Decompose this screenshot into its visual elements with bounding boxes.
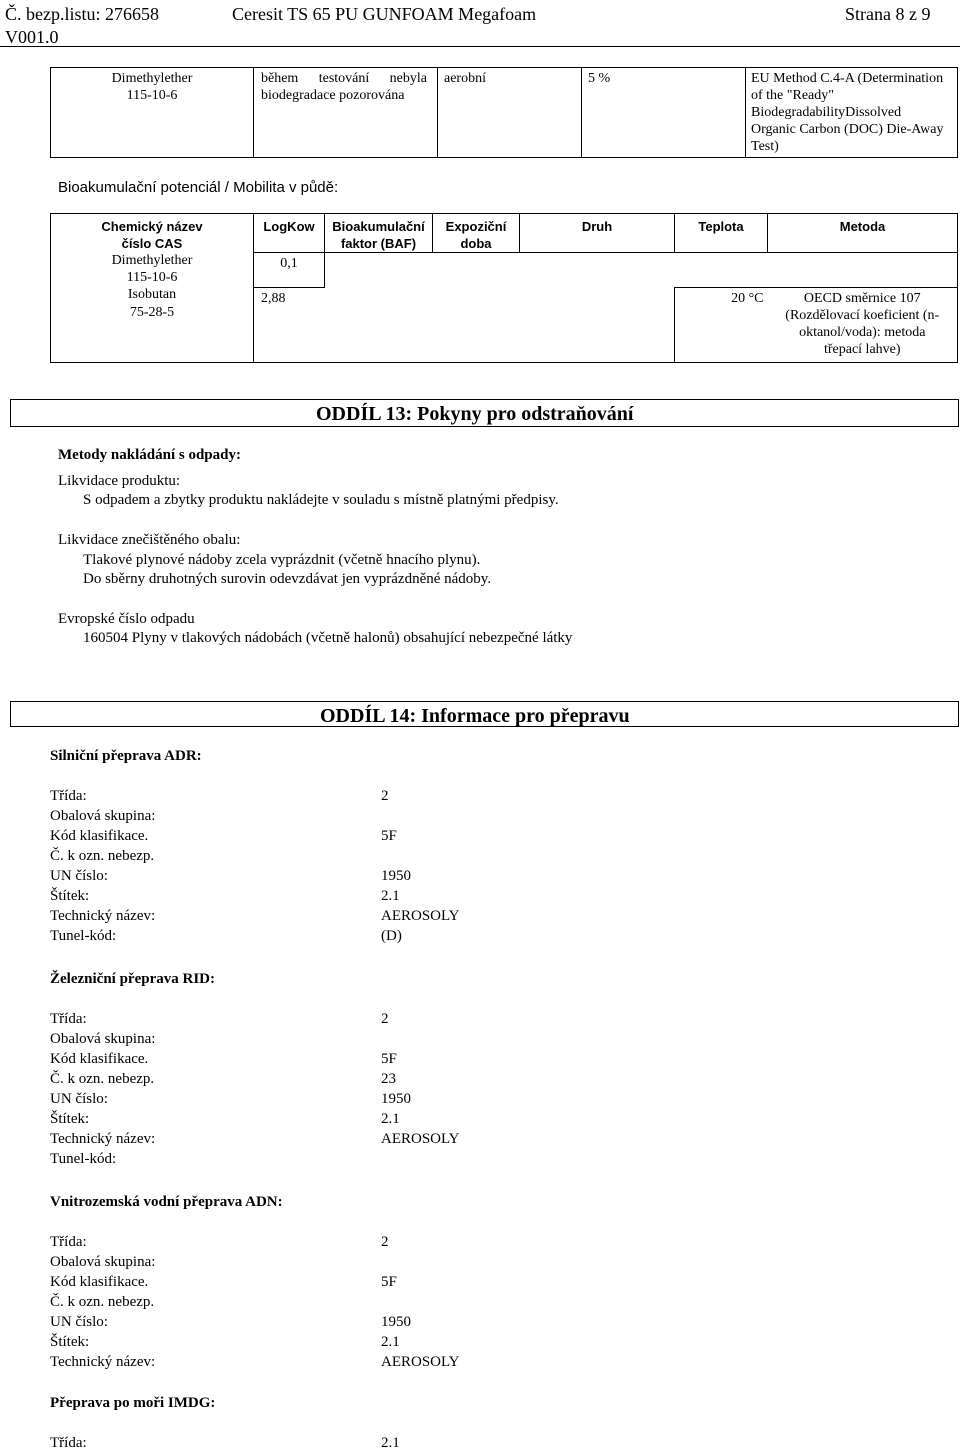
transport-label: Č. k ozn. nebezp. — [50, 1071, 155, 1087]
transport-label: Obalová skupina: — [50, 1254, 156, 1270]
transport-value: 1950 — [381, 1091, 411, 1107]
table-row — [51, 214, 958, 253]
header-cas: číslo CAS — [121, 236, 183, 251]
transport-label: Obalová skupina: — [50, 1031, 156, 1047]
transport-label: Technický název: — [50, 908, 156, 924]
result-text: během testování nebyla biodegradace pozorována — [261, 71, 427, 103]
method-line: OECD směrnice 107 — [803, 291, 921, 306]
transport-label: Tunel-kód: — [50, 928, 117, 944]
substance-name: Dimethylether — [111, 71, 193, 86]
transport-value: 2 — [381, 1234, 389, 1250]
method-line: of the "Ready" — [751, 88, 834, 103]
transport-label: Štítek: — [50, 888, 90, 904]
packaging-disposal-line2: Do sběrny druhotných surovin odevzdávat jen vyprázdněné nádoby. — [83, 571, 492, 587]
transport-value: 1950 — [381, 1314, 411, 1330]
transport-value: AEROSOLY — [381, 1131, 460, 1147]
method-line: třepací lahve) — [823, 342, 901, 357]
transport-label: Kód klasifikace. — [50, 828, 149, 844]
method-line: BiodegradabilityDissolved — [751, 105, 902, 120]
transport-heading: Vnitrozemská vodní přeprava ADN: — [50, 1194, 283, 1210]
header-divider — [0, 46, 960, 47]
method-line: Test) — [751, 139, 779, 154]
row2-metoda-cell — [768, 288, 958, 363]
value-cell — [582, 68, 746, 158]
row2-teplota-cell — [675, 288, 768, 363]
transport-value: 23 — [381, 1071, 396, 1087]
names-cell — [51, 214, 254, 363]
row1-name: Dimethylether — [111, 253, 193, 268]
header-metoda: Metoda — [839, 219, 886, 234]
method-cell — [746, 68, 958, 158]
header-druh-cell — [520, 214, 675, 253]
product-disposal-text: S odpadem a zbytky produktu nakládejte v souladu s místně platnými předpisy. — [83, 492, 559, 508]
row1-empty — [325, 253, 958, 288]
packaging-disposal-line1: Tlakové plynové nádoby zcela vyprázdnit (včetně hnacího plynu). — [83, 552, 481, 568]
transport-label: Kód klasifikace. — [50, 1051, 149, 1067]
method-line: oktanol/voda): metoda — [799, 325, 926, 340]
transport-label: Technický název: — [50, 1131, 156, 1147]
row1-logkow-cell — [254, 253, 325, 288]
transport-heading: Železniční přeprava RID: — [50, 971, 215, 987]
transport-label: Třída: — [50, 788, 87, 804]
degradation-table — [50, 67, 958, 158]
header-exposure-cell — [433, 214, 520, 253]
bioaccum-table — [50, 213, 958, 363]
header-metoda-cell — [768, 214, 958, 253]
transport-value: 2.1 — [381, 1334, 400, 1350]
transport-value: AEROSOLY — [381, 908, 460, 924]
header-logkow-cell — [254, 214, 325, 253]
transport-value: 5F — [381, 828, 397, 844]
transport-value: 5F — [381, 1274, 397, 1290]
transport-label: Třída: — [50, 1435, 87, 1451]
page-number: Strana 8 z 9 — [845, 4, 931, 24]
header-teplota: Teplota — [698, 219, 744, 234]
section14-title: ODDÍL 14: Informace pro přepravu — [320, 705, 630, 727]
sheet-number: Č. bezp.listu: 276658 — [5, 4, 159, 24]
row1-logkow: 0,1 — [280, 256, 298, 271]
header-logkow: LogKow — [263, 219, 315, 234]
row2-teplota: 20 °C — [731, 291, 764, 306]
test-cell — [438, 68, 582, 158]
bioaccum-title: Bioakumulační potenciál / Mobilita v půdě: — [58, 179, 339, 196]
transport-value: 2.1 — [381, 1435, 400, 1451]
table-row — [51, 68, 958, 158]
header-teplota-cell — [675, 214, 768, 253]
transport-heading: Silniční přeprava ADR: — [50, 748, 202, 764]
result-cell — [254, 68, 438, 158]
transport-heading: Přeprava po moři IMDG: — [50, 1395, 216, 1411]
product-disposal-label: Likvidace produktu: — [58, 473, 181, 489]
waste-code-text: 160504 Plyny v tlakových nádobách (včetně halonů) obsahující nebezpečné látky — [83, 630, 573, 646]
method-line: Organic Carbon (DOC) Die-Away — [751, 122, 944, 137]
transport-value: 2 — [381, 788, 389, 804]
header-baf-cell — [325, 214, 433, 253]
transport-label: Obalová skupina: — [50, 808, 156, 824]
transport-label: UN číslo: — [50, 868, 108, 884]
packaging-disposal-label: Likvidace znečištěného obalu: — [58, 532, 241, 548]
transport-value: 5F — [381, 1051, 397, 1067]
header-druh: Druh — [581, 219, 613, 234]
header-baf: Bioakumulační — [332, 219, 425, 234]
row2-logkow-cell — [254, 288, 675, 363]
degradation-value: 5 % — [588, 71, 611, 86]
row2-cas: 75-28-5 — [129, 305, 175, 320]
row2-metoda — [768, 288, 958, 358]
waste-methods-label: Metody nakládání s odpady: — [58, 447, 241, 463]
header-name: Chemický název — [101, 219, 203, 234]
transport-value: 2 — [381, 1011, 389, 1027]
test-type: aerobní — [444, 71, 486, 86]
transport-label: Kód klasifikace. — [50, 1274, 149, 1290]
transport-label: Štítek: — [50, 1111, 90, 1127]
method-text — [751, 68, 957, 155]
version: V001.0 — [5, 27, 59, 47]
transport-value: 2.1 — [381, 1111, 400, 1127]
header-baf-2: faktor (BAF) — [340, 236, 417, 251]
transport-label: Č. k ozn. nebezp. — [50, 848, 155, 864]
transport-value: (D) — [381, 928, 402, 944]
transport-label: Třída: — [50, 1011, 87, 1027]
transport-label: Štítek: — [50, 1334, 90, 1350]
waste-code-label: Evropské číslo odpadu — [58, 611, 195, 627]
row2-name: Isobutan — [127, 287, 177, 302]
method-line: EU Method C.4-A (Determination — [751, 71, 944, 86]
transport-label: Č. k ozn. nebezp. — [50, 1294, 155, 1310]
header-exposure: Expoziční — [445, 219, 507, 234]
transport-label: UN číslo: — [50, 1091, 108, 1107]
row1-cas: 115-10-6 — [126, 270, 178, 285]
cas-number: 115-10-6 — [126, 88, 178, 103]
transport-value: AEROSOLY — [381, 1354, 460, 1370]
transport-label: UN číslo: — [50, 1314, 108, 1330]
transport-value: 1950 — [381, 868, 411, 884]
section13-title: ODDÍL 13: Pokyny pro odstraňování — [316, 403, 634, 425]
row2-logkow: 2,88 — [261, 291, 286, 306]
transport-label: Tunel-kód: — [50, 1151, 117, 1167]
substance-cell — [51, 68, 254, 158]
product-name: Ceresit TS 65 PU GUNFOAM Megafoam — [232, 4, 537, 24]
transport-label: Technický název: — [50, 1354, 156, 1370]
header-exposure-2: doba — [460, 236, 492, 251]
transport-label: Třída: — [50, 1234, 87, 1250]
method-line: (Rozdělovací koeficient (n- — [785, 308, 940, 323]
transport-value: 2.1 — [381, 888, 400, 904]
